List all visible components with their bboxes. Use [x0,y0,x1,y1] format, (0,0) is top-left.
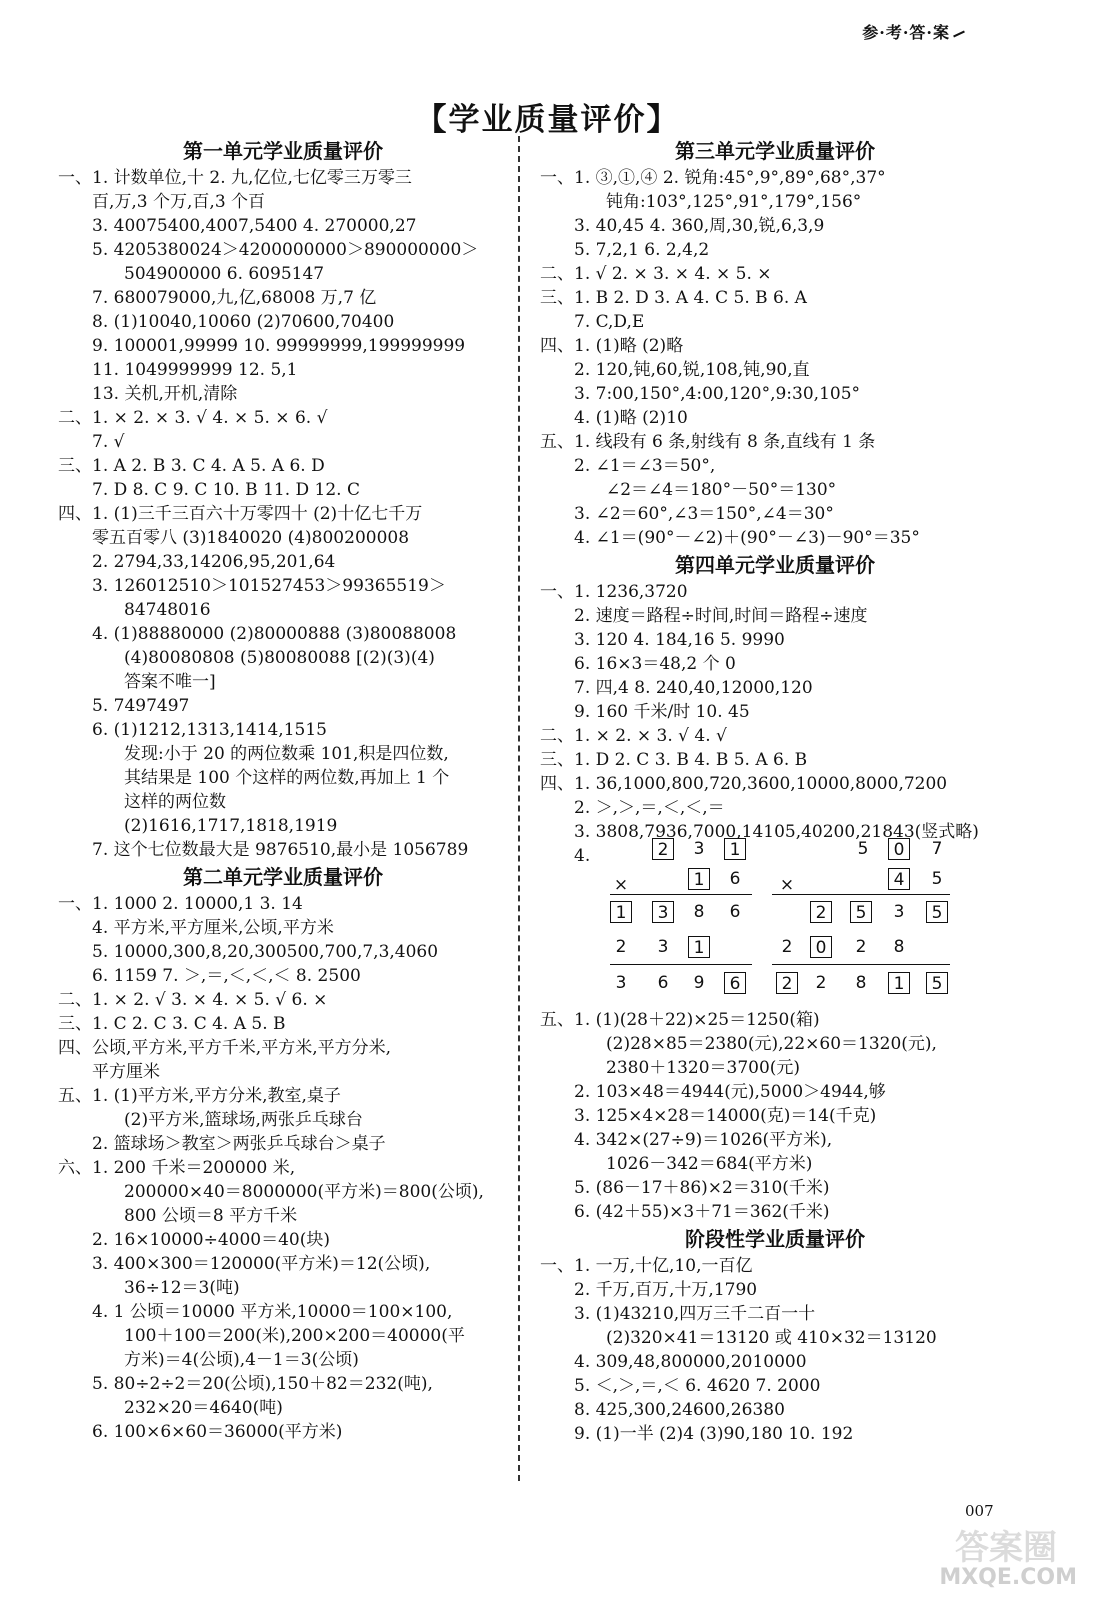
mult1-digit: 6 [724,972,746,994]
mult2-digit: 5 [857,839,869,859]
answer-line: (2)1616,1717,1818,1919 [124,816,338,836]
answer-line: 发现:小于 20 的两位数乘 101,积是四位数, [124,744,449,764]
answer-line: (2)320×41＝13120 或 410×32＝13120 [606,1328,937,1348]
answer-line: 3. 40,45 4. 360,周,30,锐,6,3,9 [574,216,825,236]
mult2-digit: 0 [810,936,832,958]
left-column [58,136,508,1444]
mult2-digit: 2 [855,937,867,957]
answer-line: 13. 关机,开机,清除 [92,384,238,404]
answer-line: 二、1. × 2. √ 3. × 4. × 5. √ 6. × [58,990,328,1010]
answer-line: 5. 7,2,1 6. 2,4,2 [574,240,710,260]
answer-line: 7. D 8. C 9. C 10. B 11. D 12. C [92,480,360,500]
answer-line: 8. (1)10040,10060 (2)70600,70400 [92,312,395,332]
times-sign: × [613,875,629,895]
answer-line: 232×20＝4640(吨) [124,1398,283,1418]
answer-line: (2)28×85＝2380(元),22×60＝1320(元), [606,1034,937,1054]
answer-line: (4)80080808 (5)80080088 [(2)(3)(4) [124,648,435,668]
answer-line: 6. (42＋55)×3＋71＝362(千米) [574,1202,830,1222]
answer-line: (2)平方米,篮球场,两张乒乓球台 [124,1110,363,1130]
mult2-digit: 0 [888,838,910,860]
answer-line: 一、1. ③,①,④ 2. 锐角:45°,9°,89°,68°,37° [540,168,886,188]
mult2-digit: 5 [926,901,948,923]
answer-line: 四、1. (1)略 (2)略 [540,336,684,356]
mult1-digit: 1 [610,901,632,923]
answer-line: 4. 1 公顷＝10000 平方米,10000＝100×100, [92,1302,453,1322]
answer-line: 2380＋1320＝3700(元) [606,1058,801,1078]
header-tag: 参·考·答·案 [862,20,965,43]
answer-line: 4. 平方米,平方厘米,公顷,平方米 [92,918,334,938]
page-number: 007 [965,1502,994,1520]
mult1-digit: 2 [652,838,674,860]
mult1-digit: 6 [657,973,669,993]
mult2-digit: 5 [931,869,943,889]
answer-line: 3. 400×300＝120000(平方米)＝12(公顷), [92,1254,431,1274]
answer-line: 三、1. D 2. C 3. B 4. B 5. A 6. B [540,750,808,770]
mult2-digit: 8 [893,937,905,957]
answer-line: 7. 680079000,九,亿,68008 万,7 亿 [92,288,377,308]
mult2-digit: 5 [850,901,872,923]
vertical-multiplication-puzzles [540,838,1010,1008]
answer-line: 钝角:103°,125°,91°,179°,156° [606,192,862,212]
mult1-digit: 6 [729,869,741,889]
answer-line: 4. 342×(27÷9)＝1026(平方米), [574,1130,833,1150]
answer-line: ∠2＝∠4＝180°－50°＝130° [606,480,837,500]
answer-line: 6. 1159 7. ＞,＝,＜,＜,＜ 8. 2500 [92,966,361,986]
watermark-logo: 答案圈 [955,1528,1057,1568]
answer-line: 5. 7497497 [92,696,190,716]
answer-line: 一、1. 一万,十亿,10,一百亿 [540,1256,753,1276]
answer-line: 2. 篮球场＞教室＞两张乒乓球台＞桌子 [92,1134,386,1154]
answer-line: 2. ∠1＝∠3＝50°, [574,456,716,476]
answer-line: 2. 速度＝路程÷时间,时间＝路程÷速度 [574,606,868,626]
answer-line: 9. 160 千米/时 10. 45 [574,702,750,722]
mult2-digit: 2 [781,937,793,957]
right-column [540,136,1010,1446]
answer-line: 3. 125×4×28＝14000(克)＝14(千克) [574,1106,877,1126]
answer-line: 36÷12＝3(吨) [124,1278,240,1298]
mult2-digit: 5 [926,972,948,994]
unit3-answers [540,166,1010,550]
answer-line: 6. 100×6×60＝36000(平方米) [92,1422,343,1442]
section-title-unit2: 第二单元学业质量评价 [183,865,383,889]
answer-line: 7. √ [92,432,125,452]
answer-line: 百,万,3 个万,百,3 个百 [92,192,266,212]
answer-line: 7. 四,4 8. 240,40,12000,120 [574,678,813,698]
answer-line: 2. 千万,百万,十万,1790 [574,1280,758,1300]
mult1-digit: 1 [724,838,746,860]
mult1-digit: 2 [615,937,627,957]
mult2-digit: 3 [893,902,905,922]
answer-line: 这样的两位数 [124,792,226,812]
answer-line: 3. 7:00,150°,4:00,120°,9:30,105° [574,384,861,404]
answer-line: 5. ＜,＞,＝,＜ 6. 4620 7. 2000 [574,1376,821,1396]
answer-line: 200000×40＝8000000(平方米)＝800(公顷), [124,1182,484,1202]
rule-line [610,964,752,965]
main-title: 【学业质量评价】 [415,102,680,138]
answer-line: 4. (1)88880000 (2)80000888 (3)80088008 [92,624,457,644]
answer-line: 一、1. 1236,3720 [540,582,688,602]
answer-line: 2. ＞,＞,＝,＜,＜,＝ [574,798,725,818]
watermark [877,1520,1087,1590]
answer-line: 一、1. 计数单位,十 2. 九,亿位,七亿零三万零三 [58,168,412,188]
answer-line: 6. 16×3＝48,2 个 0 [574,654,736,674]
answer-line: 8. 425,300,24600,26380 [574,1400,785,1420]
answer-line: 2. 120,钝,60,锐,108,钝,90,直 [574,360,810,380]
section-title-unit3: 第三单元学业质量评价 [675,139,875,163]
answer-line: 3. ∠2＝60°,∠3＝150°,∠4＝30° [574,504,834,524]
answer-line: 2. 103×48＝4944(元),5000＞4944,够 [574,1082,886,1102]
rule-line [772,964,950,965]
answer-line: 三、1. C 2. C 3. C 4. A 5. B [58,1014,286,1034]
answer-line: 4. (1)略 (2)10 [574,408,688,428]
answer-line: 五、1. 线段有 6 条,射线有 8 条,直线有 1 条 [540,432,876,452]
answer-line: 84748016 [124,600,211,620]
answer-line: 9. (1)一半 (2)4 (3)90,180 10. 192 [574,1424,854,1444]
answer-line: 5. 10000,300,8,20,300500,700,7,3,4060 [92,942,439,962]
answer-line: 4. 309,48,800000,2010000 [574,1352,807,1372]
answer-line: 5. 4205380024＞4200000000＞890000000＞ [92,240,479,260]
mult1-digit: 3 [693,839,705,859]
answer-line: 7. 这个七位数最大是 9876510,最小是 1056789 [92,840,469,860]
answer-line: 方米)＝4(公顷),4－1＝3(公顷) [124,1350,359,1370]
mult2-digit: 2 [776,972,798,994]
answer-line: 一、1. 1000 2. 10000,1 3. 14 [58,894,303,914]
mult2-digit: 1 [888,972,910,994]
answer-line: 9. 100001,99999 10. 99999999,199999999 [92,336,466,356]
mult1-digit: 8 [693,902,705,922]
answer-line: 800 公顷＝8 平方千米 [124,1206,298,1226]
answer-line: 5. (86－17＋86)×2＝310(千米) [574,1178,830,1198]
rule-line [772,894,950,895]
watermark-text: MXQE.COM [939,1565,1077,1590]
answer-line: 2. 16×10000÷4000＝40(块) [92,1230,330,1250]
mult1-digit: 1 [688,936,710,958]
rule-line [610,894,752,895]
unit4-answers: 一、1. 1236,3720 2. 速度＝路程÷时间,时间＝路程÷速度 3. 120 4. 184,16 5. 9990 6. 16×3＝48,2 个 0 7. 四,4 8. 240,40,12000,120 9. 160 千米/时 10. 45 二、1. × 2. × 3. √ 4. √ 三、1. D 2. C 3. B 4. B 5. A 6. B 四、1. 36,1000,800,720,3600,10000,8000,7200 2. ＞,＞,＝,＜,＜,＝ 3. 3808,7936,7000,14105,40200,21843(竖式略) 4. [540,580,1010,844]
answer-line: 2. 2794,33,14206,95,201,64 [92,552,336,572]
answer-line: 三、1. B 2. D 3. A 4. C 5. B 6. A [540,288,807,308]
answer-line: 7. C,D,E [574,312,645,332]
mult1-digit: 9 [693,973,705,993]
mult1-digit: 1 [688,868,710,890]
answer-line: 1026－342＝684(平方米) [606,1154,813,1174]
mult1-digit: 3 [615,973,627,993]
answer-line: 六、1. 200 千米＝200000 米, [58,1158,296,1178]
answer-line: 二、1. × 2. × 3. √ 4. √ [540,726,727,746]
answer-line: 平方厘米 [92,1062,160,1082]
unit2-answers [58,892,508,1444]
mult2-digit: 7 [931,839,943,859]
mult2-digit: 4 [888,868,910,890]
mult2-digit: 8 [855,973,867,993]
answer-line: 答案不唯一] [124,672,216,692]
answer-line: 五、1. (1)(28＋22)×25＝1250(箱) [540,1010,820,1030]
unit4-answers-b [540,1008,1010,1224]
answer-line: 四、公顷,平方米,平方千米,平方米,平方分米, [58,1038,392,1058]
answer-line: 其结果是 100 个这样的两位数,再加上 1 个 [124,768,450,788]
section-title-unit1: 第一单元学业质量评价 [183,139,383,163]
answer-line: 3. 40075400,4007,5400 4. 270000,27 [92,216,417,236]
answer-line: 三、1. A 2. B 3. C 4. A 5. A 6. D [58,456,325,476]
answer-line: 3. (1)43210,四万三千二百一十 [574,1304,816,1324]
mult1-digit: 3 [657,937,669,957]
mult2-digit: 2 [810,901,832,923]
unit1-answers [58,166,508,862]
answer-line: 二、1. × 2. × 3. √ 4. × 5. × 6. √ [58,408,328,428]
stage-answers [540,1254,1010,1446]
answer-line: 5. 80÷2÷2＝20(公顷),150＋82＝232(吨), [92,1374,433,1394]
answer-line: 3. 3808,7936,7000,14105,40200,21843(竖式略) [574,822,979,842]
section-title-unit4: 第四单元学业质量评价 [675,553,875,577]
column-divider [518,136,520,1481]
answer-line: 二、1. √ 2. × 3. × 4. × 5. × [540,264,772,284]
answer-line: 11. 1049999999 12. 5,1 [92,360,298,380]
mult2-digit: 2 [815,973,827,993]
section-title-stage: 阶段性学业质量评价 [685,1227,865,1251]
answer-line: 3. 126012510＞101527453＞99365519＞ [92,576,446,596]
answer-line: 五、1. (1)平方米,平方分米,教室,桌子 [58,1086,341,1106]
answer-line: 6. (1)1212,1313,1414,1515 [92,720,327,740]
times-sign: × [779,875,795,895]
answer-line: 504900000 6. 6095147 [124,264,325,284]
mult1-digit: 3 [652,901,674,923]
answer-line: 四、1. (1)三千三百六十万零四十 (2)十亿七千万 [58,504,423,524]
answer-line: 3. 120 4. 184,16 5. 9990 [574,630,785,650]
mult1-digit: 6 [729,902,741,922]
answer-line: 四、1. 36,1000,800,720,3600,10000,8000,7200 [540,774,948,794]
answer-line: 100＋100＝200(米),200×200＝40000(平 [124,1326,465,1346]
answer-line: 4. ∠1＝(90°－∠2)＋(90°－∠3)－90°＝35° [574,528,920,548]
answer-line: 零五百零八 (3)1840020 (4)800200008 [92,528,410,548]
